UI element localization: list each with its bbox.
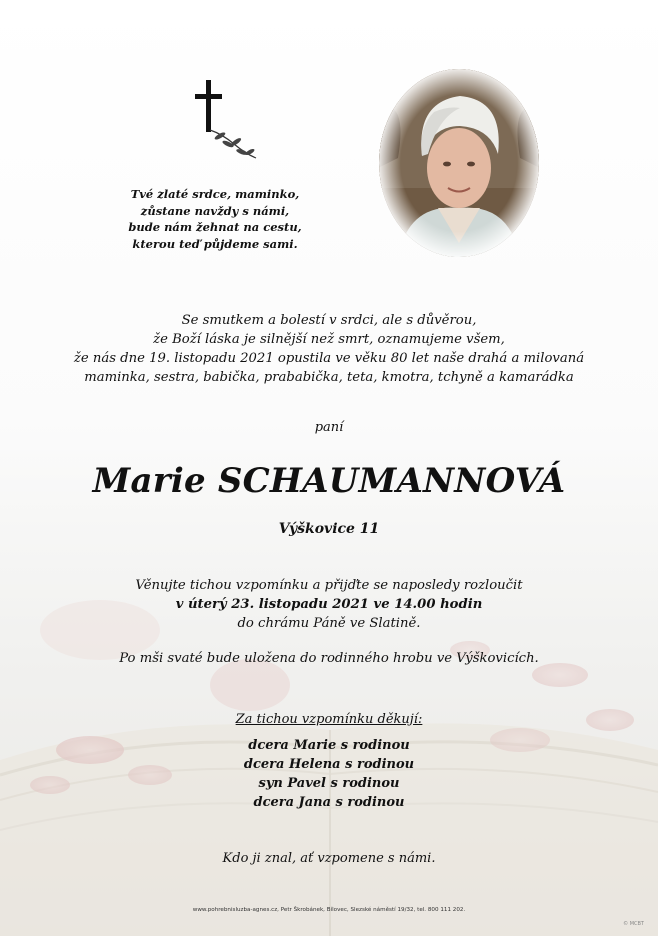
announcement-line: Se smutkem a bolestí v srdci, ale s důvěrou, [181, 313, 477, 328]
announcement [0, 311, 658, 387]
announcement-line: že Boží láska je silnější než smrt, oznamujeme všem, [153, 332, 505, 347]
poem-line: zůstane navždy s námi, [140, 203, 290, 218]
family-list [0, 736, 658, 812]
family-member: dcera Helena s rodinou [243, 757, 415, 772]
family-member: syn Pavel s rodinou [258, 776, 400, 791]
family-member: dcera Marie s rodinou [248, 738, 410, 753]
poem [110, 186, 320, 252]
poem-line: bude nám žehnat na cestu, [128, 220, 302, 234]
watermark: © MCBT [623, 921, 644, 927]
announcement-line: že nás dne 19. listopadu 2021 opustila ve věku 80 let naše drahá a milovaná [73, 351, 585, 366]
announcement-line: maminka, sestra, babička, prababička, teta, kmotra, tchyně a kamarádka [84, 370, 574, 385]
honorific: paní [314, 420, 344, 435]
deceased-name: Marie SCHAUMANNOVÁ [92, 461, 566, 501]
thanks-heading: Za tichou vzpomínku děkují: [235, 712, 423, 727]
funeral-details [0, 576, 658, 633]
funeral-place: do chrámu Páně ve Slatině. [237, 616, 421, 631]
cross-icon [190, 78, 260, 168]
poem-line: kterou teď půjdeme sami. [132, 236, 298, 251]
funeral-date-time: v úterý 23. listopadu 2021 ve 14.00 hodin [175, 597, 483, 612]
poem-line: Tvé zlaté srdce, maminko, [130, 187, 300, 201]
footer-contact: www.pohrebnisluzba-agnes.cz, Petr Škrobánek, Bílovec, Slezské náměstí 19/32, tel. 800 111 202. [192, 907, 466, 913]
closing-line: Kdo ji znal, ať vzpomene s námi. [222, 851, 436, 866]
portrait-photo [378, 68, 540, 258]
burial-note: Po mši svaté bude uložena do rodinného hrobu ve Výškovicích. [119, 651, 539, 666]
family-member: dcera Jana s rodinou [253, 795, 405, 810]
funeral-invitation: Věnujte tichou vzpomínku a přijďte se naposledy rozloučit [135, 578, 523, 593]
address: Výškovice 11 [278, 521, 380, 537]
